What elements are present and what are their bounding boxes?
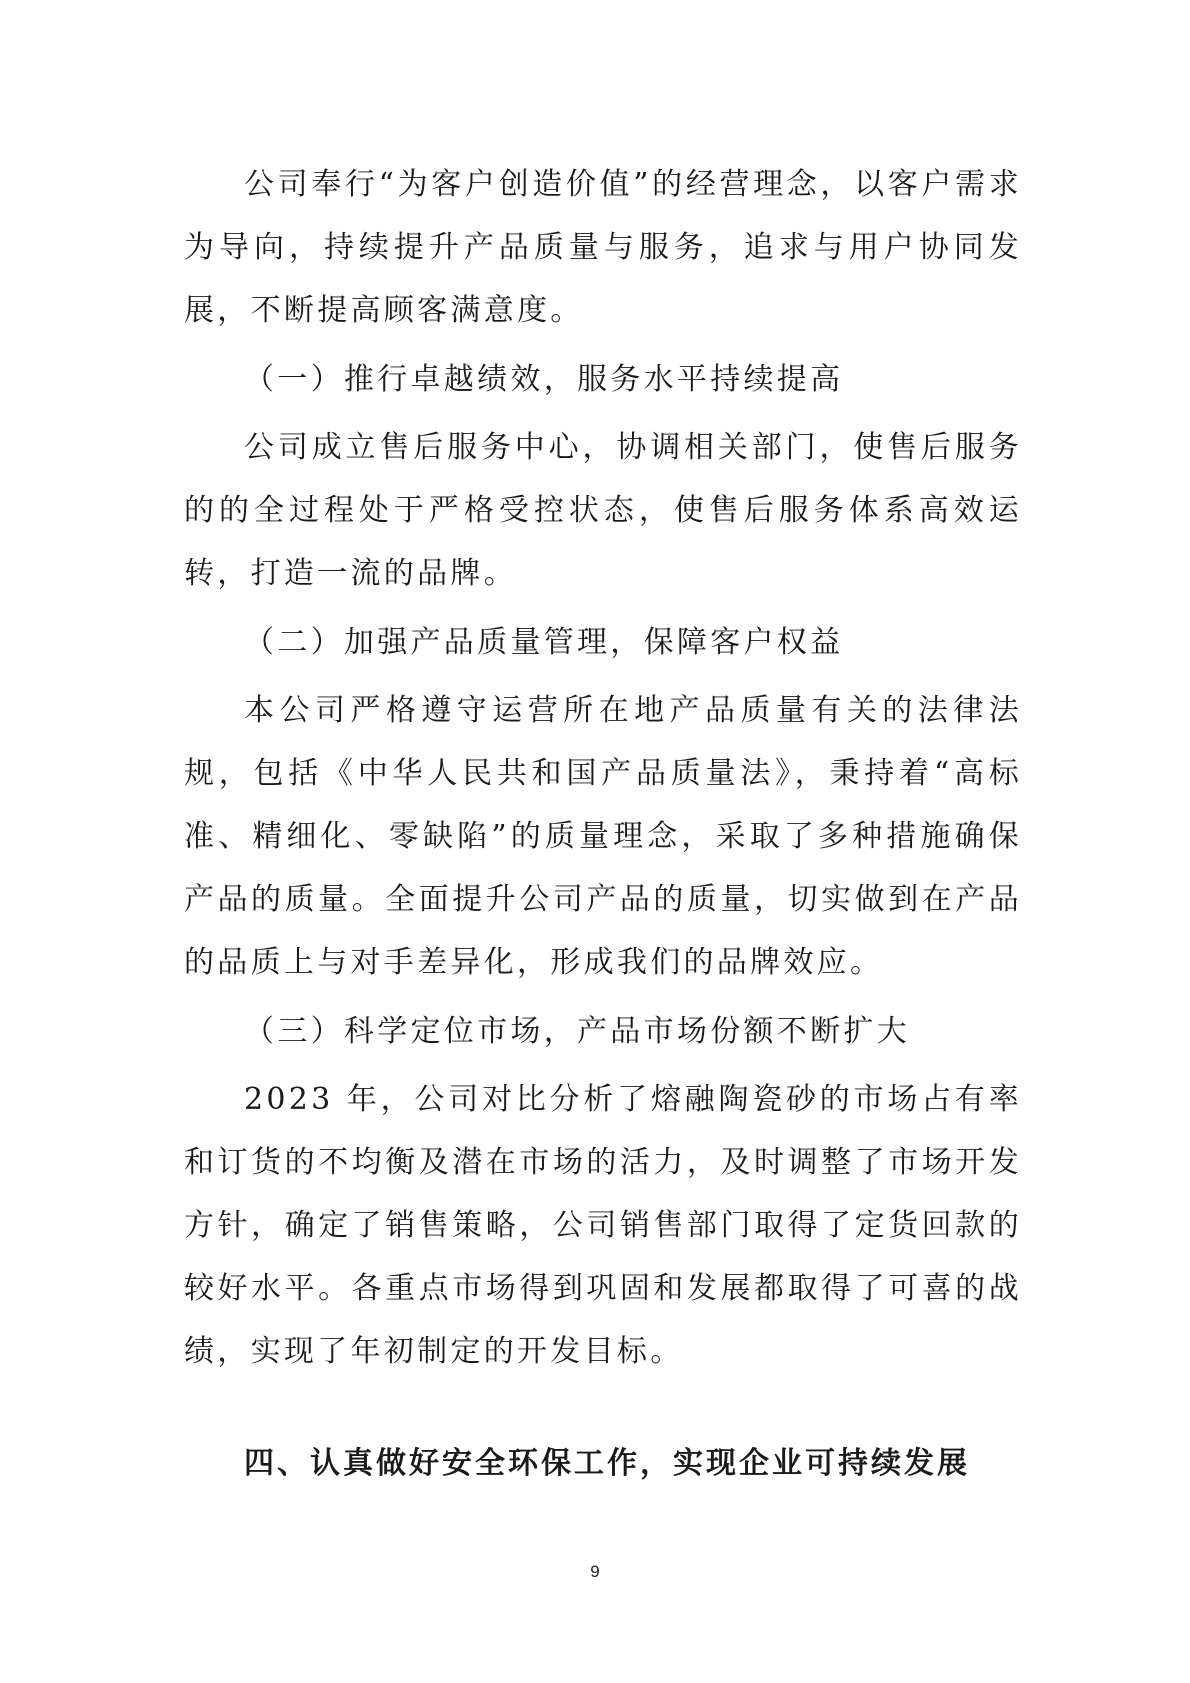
paragraph-after-sales: 公司成立售后服务中心，协调相关部门，使售后服务的的全过程处于严格受控状态，使售后服务体系高效运转，打造一流的品牌。 <box>184 430 1022 591</box>
paragraph-market-2023: 2023 年，公司对比分析了熔融陶瓷砂的市场占有率和订货的不均衡及潜在市场的活力，及时调整了市场开发方针，确定了销售策略，公司销售部门取得了定货回款的较好水平。各重点市场得到巩固和发展都取得了可喜的战绩，实现了年初制定的开发目标。 <box>184 1082 1022 1369</box>
subheading-service-level: （一）推行卓越绩效，服务水平持续提高 <box>244 362 844 397</box>
subheading-market-positioning: （三）科学定位市场，产品市场份额不断扩大 <box>244 1014 910 1049</box>
paragraph-quality-law: 本公司严格遵守运营所在地产品质量有关的法律法规，包括《中华人民共和国产品质量法》，秉持着“高标准、精细化、零缺陷”的质量理念，采取了多种措施确保产品的质量。全面提升公司产品的质量，切实做到在产品的品质上与对手差异化，形成我们的品牌效应。 <box>184 693 1022 980</box>
page-number: 9 <box>590 1562 600 1581</box>
subheading-quality-management: （二）加强产品质量管理，保障客户权益 <box>244 625 844 660</box>
paragraph-customer-value: 公司奉行“为客户创造价值”的经营理念，以客户需求为导向，持续提升产品质量与服务，追求与用户协同发展，不断提高顾客满意度。 <box>184 167 1022 328</box>
section-heading-safety-environment: 四、认真做好安全环保工作，实现企业可持续发展 <box>244 1446 970 1481</box>
document-body <box>184 153 1022 1383</box>
